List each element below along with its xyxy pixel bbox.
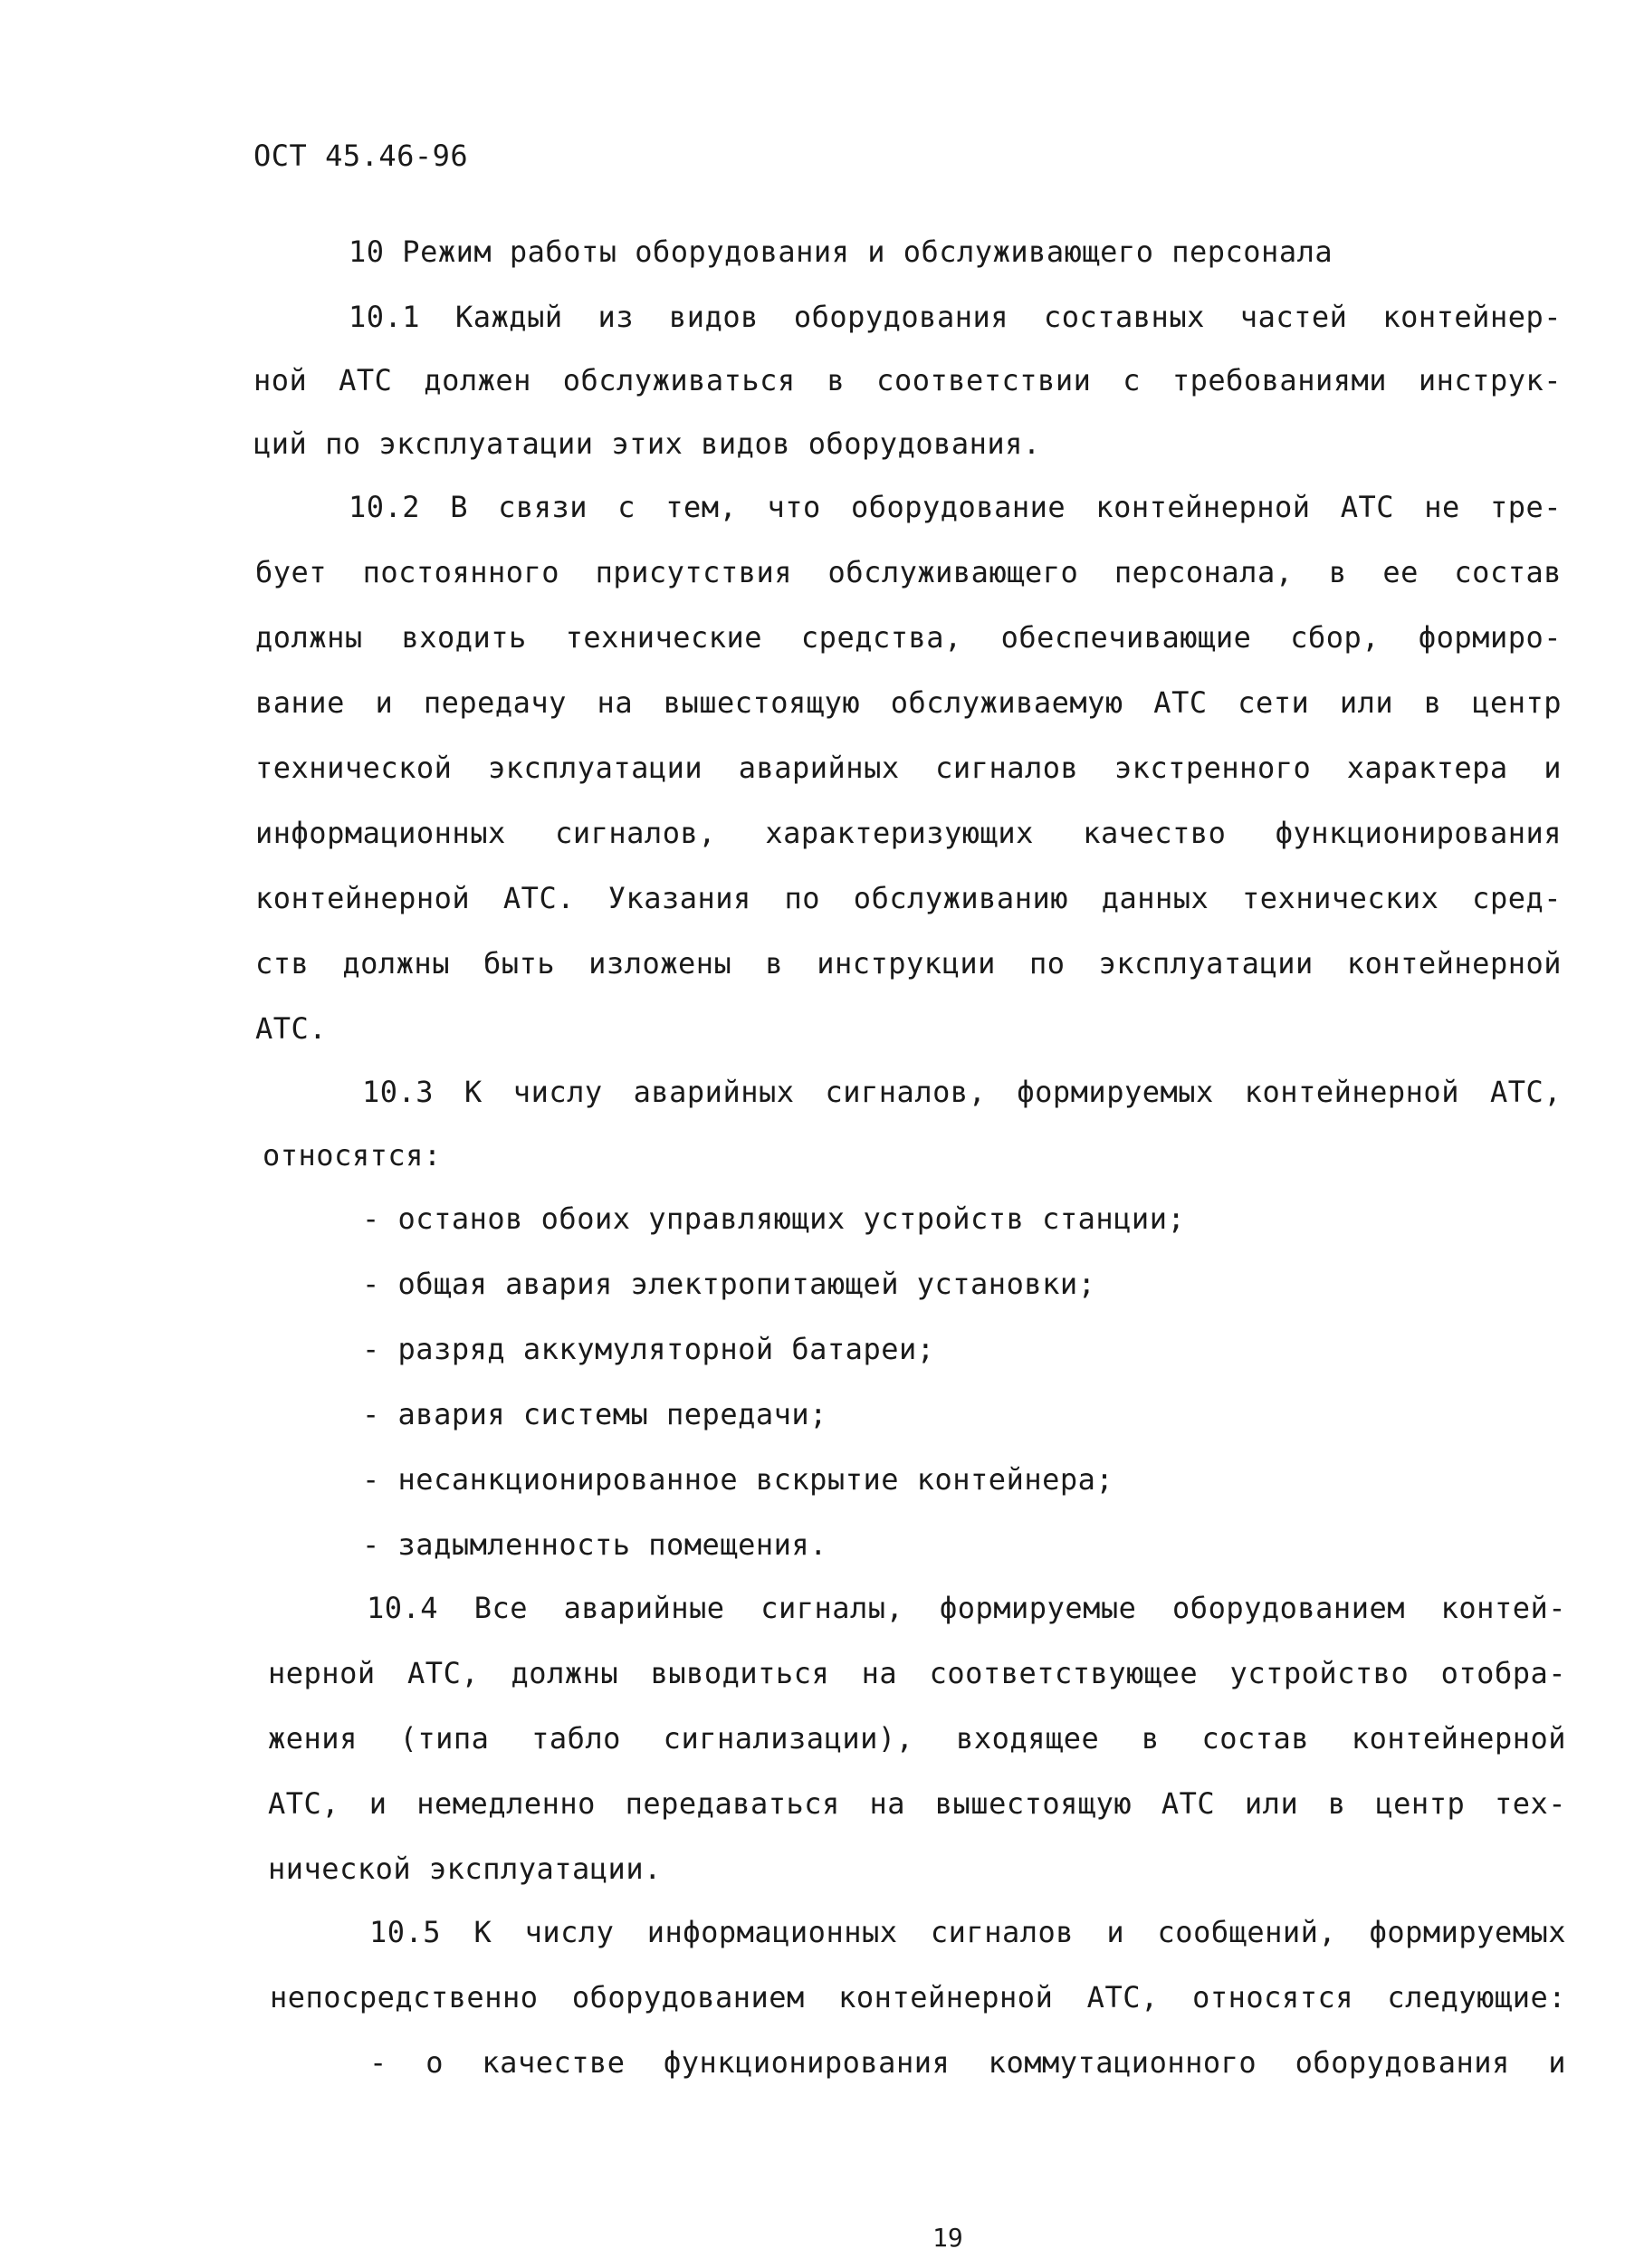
paragraph-line: 10.4 Все аварийные сигналы, формируемые оборудованием контей-	[367, 1591, 1566, 1625]
paragraph-line: информационных сигналов, характеризующих качество функционирования	[255, 816, 1562, 850]
paragraph-line: жения (типа табло сигнализации), входящее в состав контейнерной	[268, 1721, 1566, 1756]
section-title: 10 Режим работы оборудования и обслуживающего персонала	[349, 234, 1333, 269]
list-item: - общая авария электропитающей установки;	[362, 1267, 1096, 1301]
paragraph-line: вание и передачу на вышестоящую обслуживаемую АТС сети или в центр	[255, 685, 1562, 720]
document-code-header: ОСТ 45.46-96	[253, 139, 469, 173]
paragraph-line: непосредственно оборудованием контейнерной АТС, относятся следующие:	[270, 1980, 1566, 2014]
paragraph-line: ной АТС должен обслуживаться в соответствии с требованиями инструк-	[253, 363, 1562, 397]
list-item: - задымленность помещения.	[362, 1527, 827, 1562]
page-number: 19	[932, 2223, 963, 2253]
paragraph-line: 10.5 К числу информационных сигналов и сообщений, формируемых	[369, 1915, 1566, 1949]
paragraph-line: АТС, и немедленно передаваться на вышестоящую АТС или в центр тех-	[268, 1786, 1566, 1821]
paragraph-line: должны входить технические средства, обеспечивающие сбор, формиро-	[255, 620, 1562, 655]
list-item: - о качестве функционирования коммутационного оборудования и	[369, 2045, 1566, 2080]
paragraph-line: 10.3 К числу аварийных сигналов, формируемых контейнерной АТС,	[362, 1075, 1562, 1109]
paragraph-line: АТС.	[255, 1011, 328, 1046]
paragraph-line: 10.1 Каждый из видов оборудования составных частей контейнер-	[349, 300, 1562, 334]
paragraph-line: нической эксплуатации.	[268, 1852, 662, 1886]
paragraph-line: относятся:	[263, 1138, 442, 1172]
list-item: - авария системы передачи;	[362, 1397, 827, 1431]
paragraph-line: 10.2 В связи с тем, что оборудование контейнерной АТС не тре-	[349, 490, 1562, 524]
paragraph-line: технической эксплуатации аварийных сигналов экстренного характера и	[255, 751, 1562, 785]
paragraph-line: бует постоянного присутствия обслуживающего персонала, в ее состав	[255, 555, 1562, 589]
paragraph-line: контейнерной АТС. Указания по обслуживанию данных технических сред-	[255, 881, 1562, 915]
list-item: - разряд аккумуляторной батареи;	[362, 1332, 935, 1366]
paragraph-line: ций по эксплуатации этих видов оборудования.	[253, 426, 1041, 461]
list-item: - останов обоих управляющих устройств станции;	[362, 1201, 1186, 1236]
list-item: - несанкционированное вскрытие контейнера;	[362, 1462, 1114, 1497]
paragraph-line: нерной АТС, должны выводиться на соответствующее устройство отобра-	[268, 1656, 1566, 1690]
paragraph-line: ств должны быть изложены в инструкции по эксплуатации контейнерной	[255, 946, 1562, 981]
